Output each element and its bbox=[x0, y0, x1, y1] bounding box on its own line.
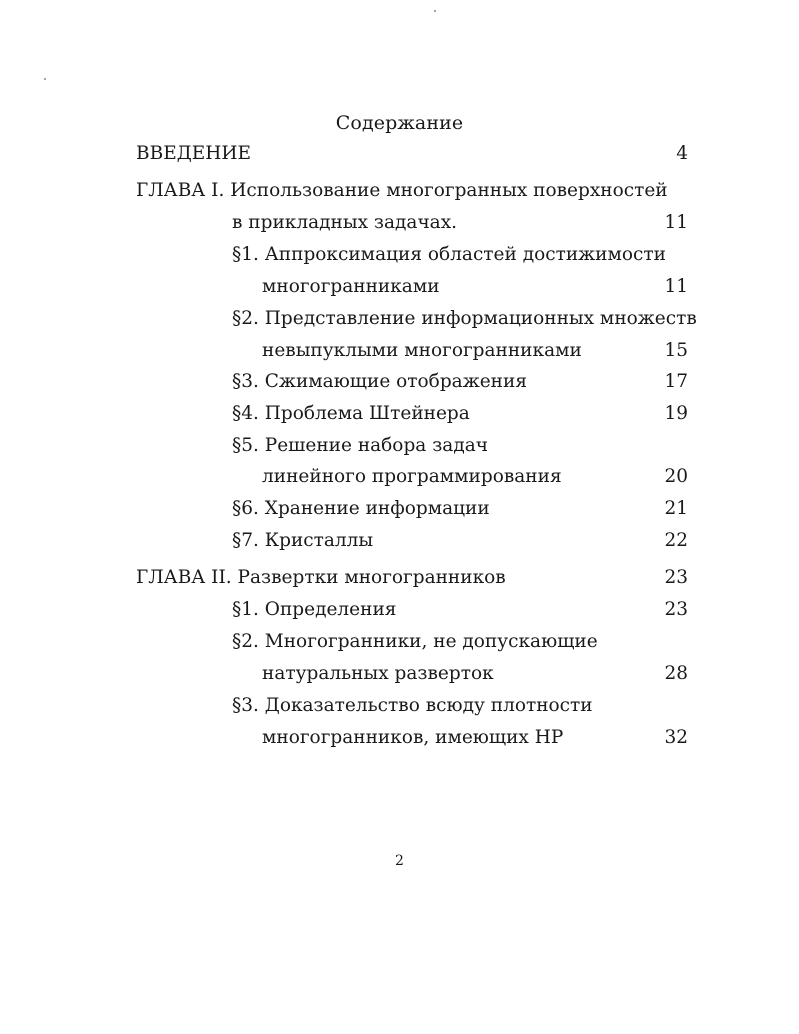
toc-chapter1-title-cont: в прикладных задачах. bbox=[232, 212, 458, 233]
toc-ch1-sec5-title: §5. Решение набора задач bbox=[232, 435, 488, 456]
toc-ch1-sec6-title: §6. Хранение информации bbox=[232, 498, 490, 519]
toc-ch2-sec1-title: §1. Определения bbox=[232, 599, 397, 620]
toc-ch1-sec4-page: 19 bbox=[664, 403, 688, 424]
toc-ch1-sec2-title: §2. Представление информационных множеств bbox=[232, 308, 697, 329]
toc-ch1-sec2-page: 15 bbox=[664, 340, 688, 361]
toc-ch2-sec3-title: §3. Доказательство всюду плотности bbox=[232, 695, 593, 716]
toc-chapter2-page: 23 bbox=[664, 567, 688, 588]
toc-ch1-sec1-title: §1. Аппроксимация областей достижимости bbox=[232, 244, 666, 265]
toc-ch1-sec5-page: 20 bbox=[664, 466, 688, 487]
scan-speck bbox=[44, 78, 46, 80]
toc-intro-page: 4 bbox=[676, 143, 688, 164]
toc-chapter2-title: ГЛАВА II. Развертки многогранников bbox=[136, 567, 506, 588]
toc-ch1-sec4-title: §4. Проблема Штейнера bbox=[232, 403, 470, 424]
toc-ch2-sec2-title-cont: натуральных разверток bbox=[262, 663, 494, 684]
toc-ch2-sec1-page: 23 bbox=[664, 599, 688, 620]
toc-ch1-sec2-title-cont: невыпуклыми многогранниками bbox=[262, 340, 582, 361]
toc-ch2-sec3-title-cont: многогранников, имеющих НР bbox=[262, 727, 564, 748]
toc-title: Содержание bbox=[335, 112, 464, 134]
toc-ch1-sec7-page: 22 bbox=[664, 530, 688, 551]
toc-ch2-sec2-page: 28 bbox=[664, 663, 688, 684]
scan-speck bbox=[434, 10, 436, 12]
toc-ch1-sec1-title-cont: многогранниками bbox=[262, 276, 440, 297]
toc-ch1-sec3-page: 17 bbox=[664, 371, 688, 392]
toc-chapter1-title: ГЛАВА I. Использование многогранных поверхностей bbox=[136, 180, 668, 201]
toc-ch2-sec2-title: §2. Многогранники, не допускающие bbox=[232, 631, 598, 652]
toc-ch1-sec1-page: 11 bbox=[664, 276, 688, 297]
toc-intro-label: ВВЕДЕНИЕ bbox=[136, 143, 252, 164]
toc-ch1-sec6-page: 21 bbox=[664, 498, 688, 519]
toc-ch1-sec7-title: §7. Кристаллы bbox=[232, 530, 374, 551]
toc-ch1-sec3-title: §3. Сжимающие отображения bbox=[232, 371, 527, 392]
page-number: 2 bbox=[395, 853, 404, 869]
toc-ch1-sec5-title-cont: линейного программирования bbox=[262, 466, 562, 487]
toc-chapter1-page: 11 bbox=[664, 212, 688, 233]
toc-ch2-sec3-page: 32 bbox=[664, 727, 688, 748]
